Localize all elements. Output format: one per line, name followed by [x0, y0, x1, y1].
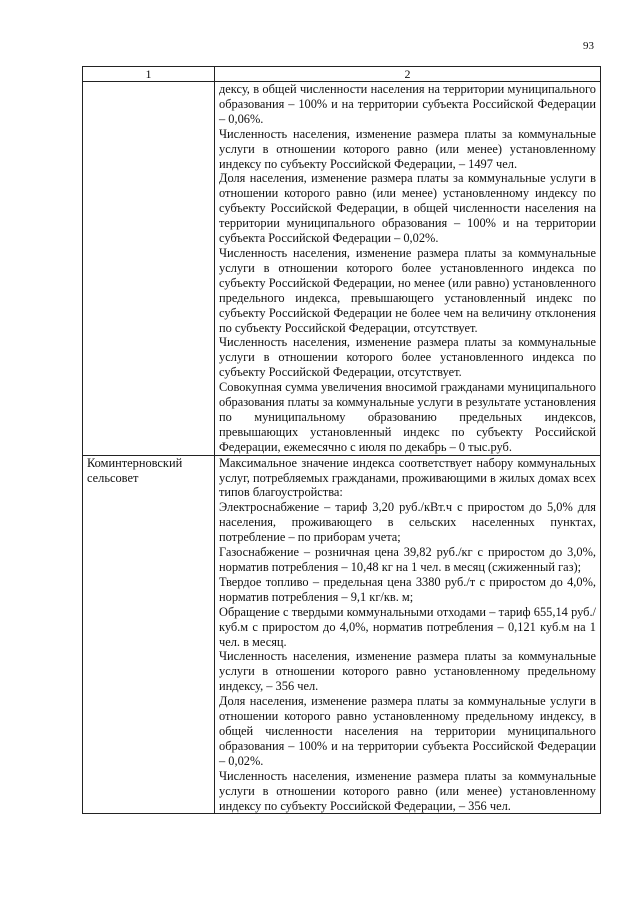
table-row — [83, 455, 601, 814]
table-row — [83, 82, 601, 456]
paragraph: дексу, в общей численности населения на территории муниципального образования – 100% и на территории субъекта Российской Федерации – 0,06%. — [219, 82, 596, 126]
paragraph: Газоснабжение – розничная цена 39,82 руб./кг с приростом до 3,0%, норматив потребления – 10,48 кг на 1 чел. в месяц (сжиженный газ); — [219, 545, 596, 574]
description-cell — [215, 455, 601, 814]
paragraph: Численность населения, изменение размера платы за коммунальные услуги в отношении которого равно (или менее) установленному индексу по субъекту Российской Федерации, – 356 чел. — [219, 768, 596, 813]
column-header-1: 1 — [83, 67, 215, 82]
page-number: 93 — [583, 40, 594, 52]
paragraph: Обращение с твердыми коммунальными отходами – тариф 655,14 руб./куб.м с приростом до 4,0%, норматив потребления – 0,121 куб.м на 1 чел. в месяц. — [219, 604, 596, 649]
column-header-2: 2 — [215, 67, 601, 82]
paragraph: Твердое топливо – предельная цена 3380 руб./т с приростом до 4,0%, норматив потребления – 9,1 кг/кв. м; — [219, 574, 596, 604]
paragraph: Численность населения, изменение размера платы за коммунальные услуги в отношении которого более установленного индекса по субъекту Российской Федерации, но менее (или равно) установленного предельного индекса, превышающего установленный индекс по субъекту Российской Федерации не более чем на величину отклонения по субъекту Российской Федерации, отсутствует. — [219, 245, 596, 335]
paragraph: Электроснабжение – тариф 3,20 руб./кВт.ч с приростом до 5,0% для населения, проживающего в сельских населенных пунктах, потребление – по приборам учета; — [219, 500, 596, 545]
region-name-cell — [83, 82, 215, 456]
paragraph: Численность населения, изменение размера платы за коммунальные услуги в отношении которого равно установленному предельному индексу, – 356 чел. — [219, 649, 596, 694]
paragraph: Численность населения, изменение размера платы за коммунальные услуги в отношении которого более установленного индекса по субъекту Российской Федерации, отсутствует. — [219, 335, 596, 380]
description-cell — [215, 82, 601, 456]
paragraph: Численность населения, изменение размера платы за коммунальные услуги в отношении которого равно (или менее) установленному индексу по субъекту Российской Федерации, – 1497 чел. — [219, 126, 596, 171]
paragraph: Совокупная сумма увеличения вносимой гражданами муниципального образования платы за коммунальные услуги в результате установления по муниципальному образованию предельных индексов, превышающих установленный индекс по субъекту Российской Федерации, ежемесячно с июля по декабрь – 0 тыс.руб. — [219, 380, 596, 454]
paragraph: Доля населения, изменение размера платы за коммунальные услуги в отношении которого равно (или менее) установленному индексу по субъекту Российской Федерации, в общей численности населения на территории муниципального образования – 100% и на территории субъекта Российской Федерации – 0,02%. — [219, 171, 596, 246]
paragraph: Доля населения, изменение размера платы за коммунальные услуги в отношении которого равно установленному предельному индексу, в общей численности населения на территории муниципального образования – 100% и на территории субъекта Российской Федерации – 0,02%. — [219, 694, 596, 768]
region-name-cell: Коминтерновский сельсовет — [83, 455, 215, 814]
table-header-row — [83, 67, 601, 82]
data-table — [82, 66, 601, 814]
paragraph: Максимальное значение индекса соответствует набору коммунальных услуг, потребляемых гражданами, проживающими в жилых домах всех типов благоустройства: — [219, 455, 596, 500]
